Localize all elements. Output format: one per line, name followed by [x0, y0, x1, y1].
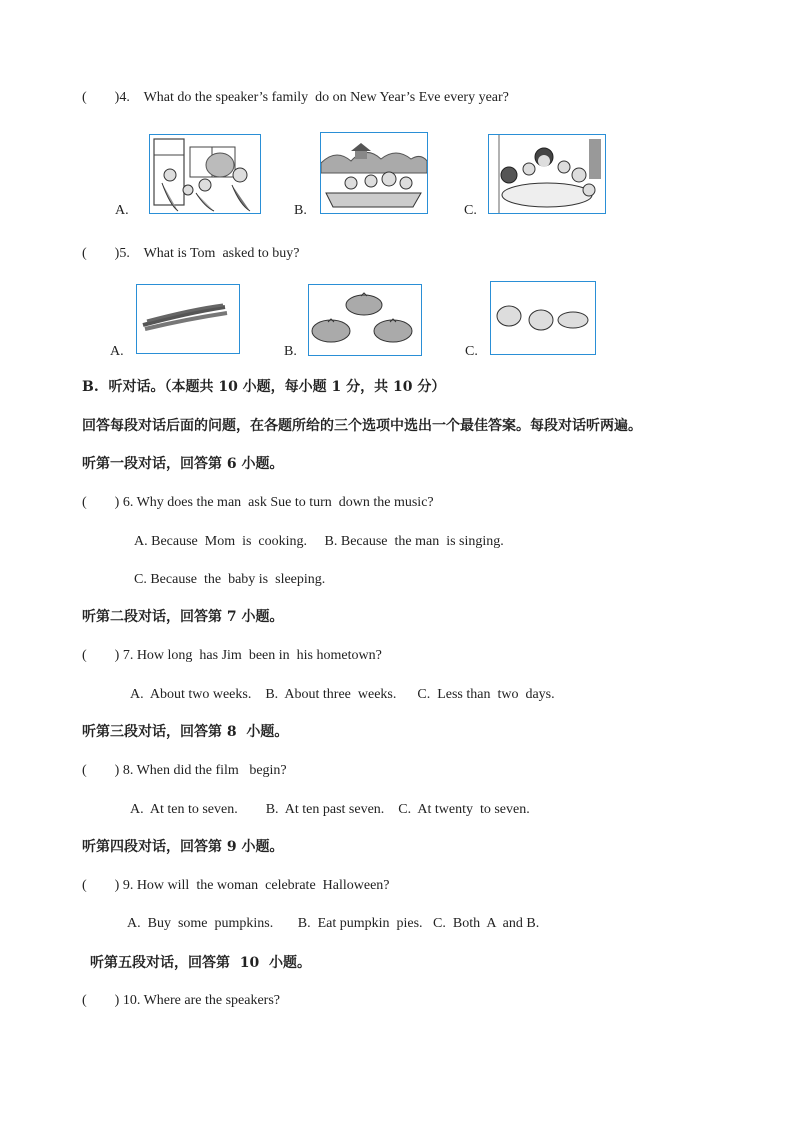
- q5-option-c-eggs-image: [490, 281, 596, 355]
- q4-option-b-label: B.: [294, 203, 307, 218]
- dialog-5-heading: 听第五段对话，回答第 10 小题。: [90, 955, 311, 971]
- question-9-stem: ( ) 9. How will the woman celebrate Halloween?: [82, 878, 390, 893]
- dialog-3-heading: 听第三段对话，回答第 8 小题。: [82, 724, 289, 740]
- q4-option-a-label: A.: [115, 203, 129, 218]
- question-7-stem: ( ) 7. How long has Jim been in his hometown?: [82, 648, 382, 663]
- question-6-options-line-1: A. Because Mom is cooking. B. Because the man is singing.: [134, 534, 504, 549]
- q4-option-b-boat-trip-image: [320, 132, 428, 214]
- q4-option-c-family-dinner-image: [488, 134, 606, 214]
- q5-option-b-tomatoes-image: [308, 284, 422, 356]
- section-b-title: B. 听对话。（本题共 10 小题，每小题 1 分，共 10 分）: [82, 379, 446, 395]
- question-4-stem: ( )4. What do the speaker’s family do on New Year’s Eve every year?: [82, 90, 509, 105]
- question-5-stem: ( )5. What is Tom asked to buy?: [82, 246, 300, 261]
- question-7-options: A. About two weeks. B. About three weeks. C. Less than two days.: [130, 687, 555, 702]
- dialog-4-heading: 听第四段对话，回答第 9 小题。: [82, 839, 284, 855]
- question-9-options: A. Buy some pumpkins. B. Eat pumpkin pies. C. Both A and B.: [127, 916, 540, 931]
- question-6-stem: ( ) 6. Why does the man ask Sue to turn down the music?: [82, 495, 434, 510]
- q4-option-a-family-visit-image: [149, 134, 261, 214]
- dialog-1-heading: 听第一段对话，回答第 6 小题。: [82, 456, 284, 472]
- question-6-options-line-2: C. Because the baby is sleeping.: [134, 572, 326, 587]
- section-b-instruction: 回答每段对话后面的问题，在各题所给的三个选项中选出一个最佳答案。每段对话听两遍。: [82, 418, 642, 434]
- q5-option-b-label: B.: [284, 344, 297, 359]
- question-10-stem: ( ) 10. Where are the speakers?: [82, 993, 280, 1008]
- dialog-2-heading: 听第二段对话，回答第 7 小题。: [82, 609, 284, 625]
- question-8-options: A. At ten to seven. B. At ten past seven. C. At twenty to seven.: [130, 802, 530, 817]
- q5-option-a-beans-image: [136, 284, 240, 354]
- question-8-stem: ( ) 8. When did the film begin?: [82, 763, 287, 778]
- q5-option-a-label: A.: [110, 344, 124, 359]
- q5-option-c-label: C.: [465, 344, 478, 359]
- q4-option-c-label: C.: [464, 203, 477, 218]
